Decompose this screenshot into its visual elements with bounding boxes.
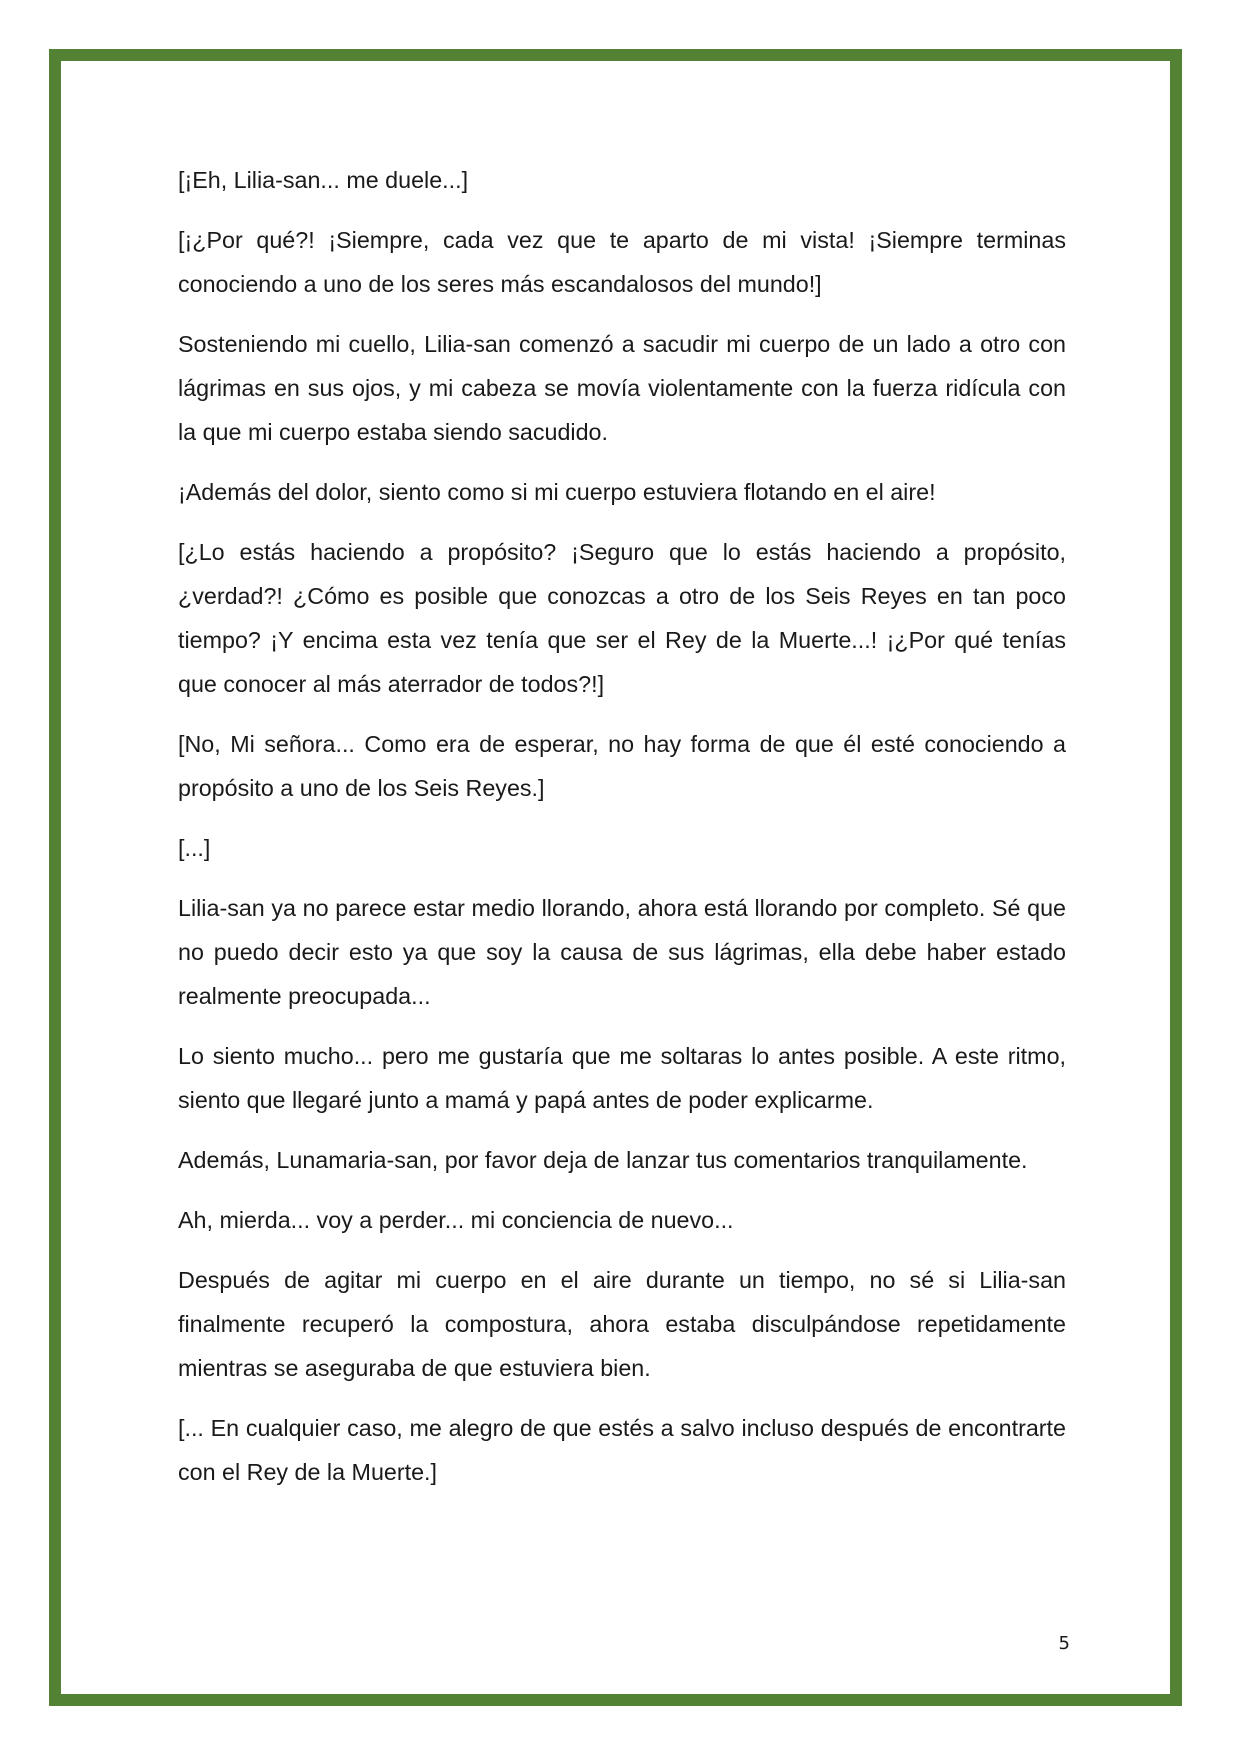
page-number: 5: [1058, 1633, 1070, 1654]
paragraph: [... En cualquier caso, me alegro de que estés a salvo incluso después de encontrarte con el Rey de la Muerte.]: [178, 1415, 1066, 1485]
paragraph: [¡Eh, Lilia-san... me duele...]: [178, 167, 469, 193]
paragraph: [...]: [178, 835, 211, 861]
paragraph: Además, Lunamaria-san, por favor deja de lanzar tus comentarios tranquilamente.: [178, 1147, 1028, 1173]
paragraph: Después de agitar mi cuerpo en el aire durante un tiempo, no sé si Lilia-san finalmente recuperó la compostura, ahora estaba disculpándose repetidamente mientras se aseguraba de que estuviera bien.: [178, 1267, 1066, 1381]
paragraph: [¡¿Por qué?! ¡Siempre, cada vez que te aparto de mi vista! ¡Siempre terminas conociendo a uno de los seres más escandalosos del mundo!]: [178, 227, 1066, 297]
document-body: [178, 158, 1066, 1510]
paragraph: [¿Lo estás haciendo a propósito? ¡Seguro que lo estás haciendo a propósito, ¿verdad?! ¿Cómo es posible que conozcas a otro de los Seis Reyes en tan poco tiempo? ¡Y encima esta vez tenía que ser el Rey de la Muerte...! ¡¿Por qué tenías que conocer al más aterrador de todos?!]: [178, 539, 1066, 697]
paragraph: ¡Además del dolor, siento como si mi cuerpo estuviera flotando en el aire!: [178, 479, 936, 505]
paragraph: Ah, mierda... voy a perder... mi conciencia de nuevo...: [178, 1207, 734, 1233]
paragraph: Lilia-san ya no parece estar medio llorando, ahora está llorando por completo. Sé que no puedo decir esto ya que soy la causa de sus lágrimas, ella debe haber estado realmente preocupada...: [178, 895, 1066, 1009]
paragraph: Sosteniendo mi cuello, Lilia-san comenzó a sacudir mi cuerpo de un lado a otro con lágrimas en sus ojos, y mi cabeza se movía violentamente con la fuerza ridícula con la que mi cuerpo estaba siendo sacudido.: [178, 331, 1066, 445]
paragraph: [No, Mi señora... Como era de esperar, no hay forma de que él esté conociendo a propósito a uno de los Seis Reyes.]: [178, 731, 1066, 801]
paragraph: Lo siento mucho... pero me gustaría que me soltaras lo antes posible. A este ritmo, siento que llegaré junto a mamá y papá antes de poder explicarme.: [178, 1043, 1066, 1113]
